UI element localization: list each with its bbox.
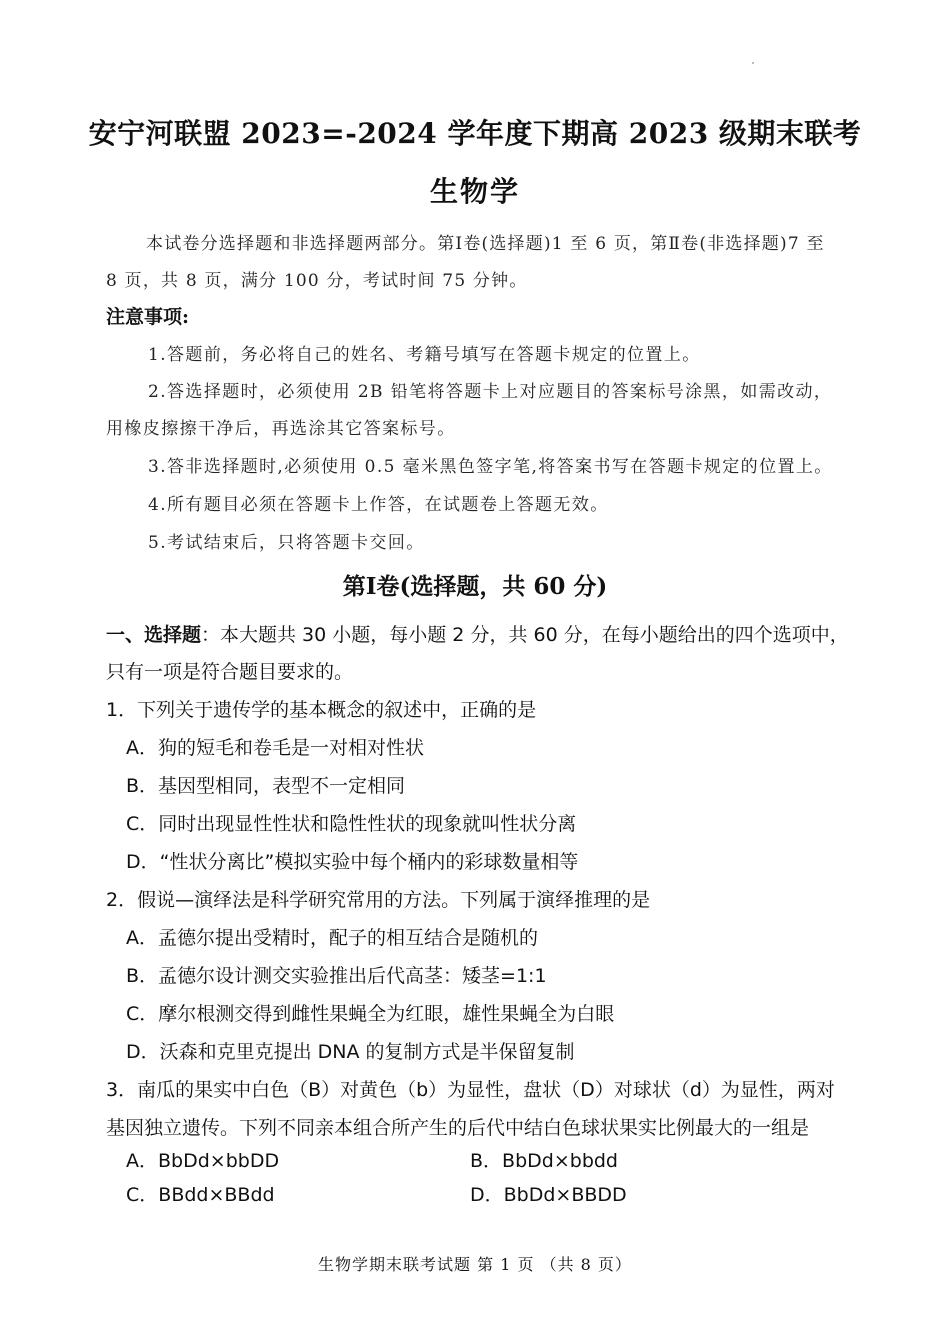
question-2-option-a [126, 923, 538, 950]
option-letter: B． [126, 965, 159, 987]
option-text: BbDd×bbDD [158, 1150, 280, 1172]
option-text: 基因型相同，表型不一定相同 [158, 775, 406, 797]
option-letter: A． [126, 927, 158, 949]
instruction-label: 一、选择题 [106, 624, 202, 646]
question-1-stem: 1．下列关于遗传学的基本概念的叙述中，正确的是 [106, 699, 537, 721]
question-3-option-c [126, 1180, 275, 1207]
option-letter: C． [126, 813, 159, 835]
question-3-stem: 3．南瓜的果实中白色（B）对黄色（b）为显性，盘状（D）对球状（d）为显性，两对 [106, 1079, 835, 1101]
question-2-option-c [126, 999, 614, 1026]
question-2-option-d [126, 1037, 575, 1064]
option-text: BbDd×bbdd [502, 1150, 618, 1172]
question-3-option-a [126, 1146, 279, 1173]
notice-item: 3.答非选择题时,必须使用 0.5 毫米黑色签字笔,将答案书写在答题卡规定的位置上。 [148, 457, 833, 477]
notice-item: 2.答选择题时，必须使用 2B 铅笔将答题卡上对应题目的答案标号涂黑，如需改动， [148, 382, 833, 402]
question-3-stem-continuation: 基因独立遗传。下列不同亲本组合所产生的后代中结白色球状果实比例最大的一组是 [106, 1117, 810, 1139]
option-text: 孟德尔设计测交实验推出后代高茎：矮茎=1:1 [158, 965, 547, 987]
scan-speck [752, 62, 754, 64]
option-letter: D． [126, 851, 160, 873]
question-3-option-b [470, 1146, 618, 1173]
option-text: BBdd×BBdd [158, 1184, 275, 1206]
option-text: 摩尔根测交得到雌性果蝇全为红眼，雄性果蝇全为白眼 [158, 1003, 615, 1025]
notice-heading: 注意事项: [106, 306, 190, 328]
option-text: 同时出现显性性状和隐性性状的现象就叫性状分离 [158, 813, 577, 835]
option-text: 孟德尔提出受精时，配子的相互结合是随机的 [158, 927, 539, 949]
option-text: BbDd×BBDD [503, 1184, 627, 1206]
notice-item-continuation: 用橡皮擦擦干净后，再选涂其它答案标号。 [106, 419, 456, 439]
intro-line-2: 8 页，共 8 页，满分 100 分，考试时间 75 分钟。 [106, 271, 528, 291]
section-title: 第Ⅰ卷(选择题，共 60 分) [342, 573, 608, 600]
notice-item: 1.答题前，务必将自己的姓名、考籍号填写在答题卡规定的位置上。 [148, 345, 701, 365]
option-letter: D． [126, 1041, 160, 1063]
question-3-option-d [470, 1180, 627, 1207]
notice-item: 5.考试结束后，只将答题卡交回。 [148, 533, 425, 553]
question-2-stem: 2．假说—演绎法是科学研究常用的方法。下列属于演绎推理的是 [106, 889, 651, 911]
option-letter: A． [126, 1150, 158, 1172]
option-text: 狗的短毛和卷毛是一对相对性状 [158, 737, 425, 759]
page-footer: 生物学期末联考试题 第 1 页 （共 8 页） [318, 1255, 632, 1274]
option-letter: C． [126, 1003, 159, 1025]
option-letter: C． [126, 1184, 159, 1206]
notice-item: 4.所有题目必须在答题卡上作答，在试题卷上答题无效。 [148, 495, 609, 515]
intro-line-1: 本试卷分选择题和非选择题两部分。第Ⅰ卷(选择题)1 至 6 页，第Ⅱ卷(非选择题)7 至 [146, 234, 825, 254]
question-1-option-a [126, 733, 424, 760]
option-text: 沃森和克里克提出 DNA 的复制方式是半保留复制 [159, 1041, 575, 1063]
option-letter: D． [470, 1184, 504, 1206]
option-letter: B． [126, 775, 159, 797]
section-instruction [106, 620, 849, 647]
question-2-option-b [126, 961, 547, 988]
option-letter: B． [470, 1150, 503, 1172]
section-instruction-line-2: 只有一项是符合题目要求的。 [106, 661, 354, 683]
question-1-option-c [126, 809, 576, 836]
subject-title: 生物学 [429, 175, 520, 208]
option-text: “性状分离比”模拟实验中每个桶内的彩球数量相等 [159, 851, 579, 873]
option-letter: A． [126, 737, 158, 759]
question-1-option-b [126, 771, 405, 798]
question-1-option-d [126, 847, 578, 874]
exam-title: 安宁河联盟 2023=-2024 学年度下期高 2023 级期末联考 [88, 117, 862, 150]
instruction-text: ：本大题共 30 小题，每小题 2 分，共 60 分，在每小题给出的四个选项中， [201, 624, 849, 646]
